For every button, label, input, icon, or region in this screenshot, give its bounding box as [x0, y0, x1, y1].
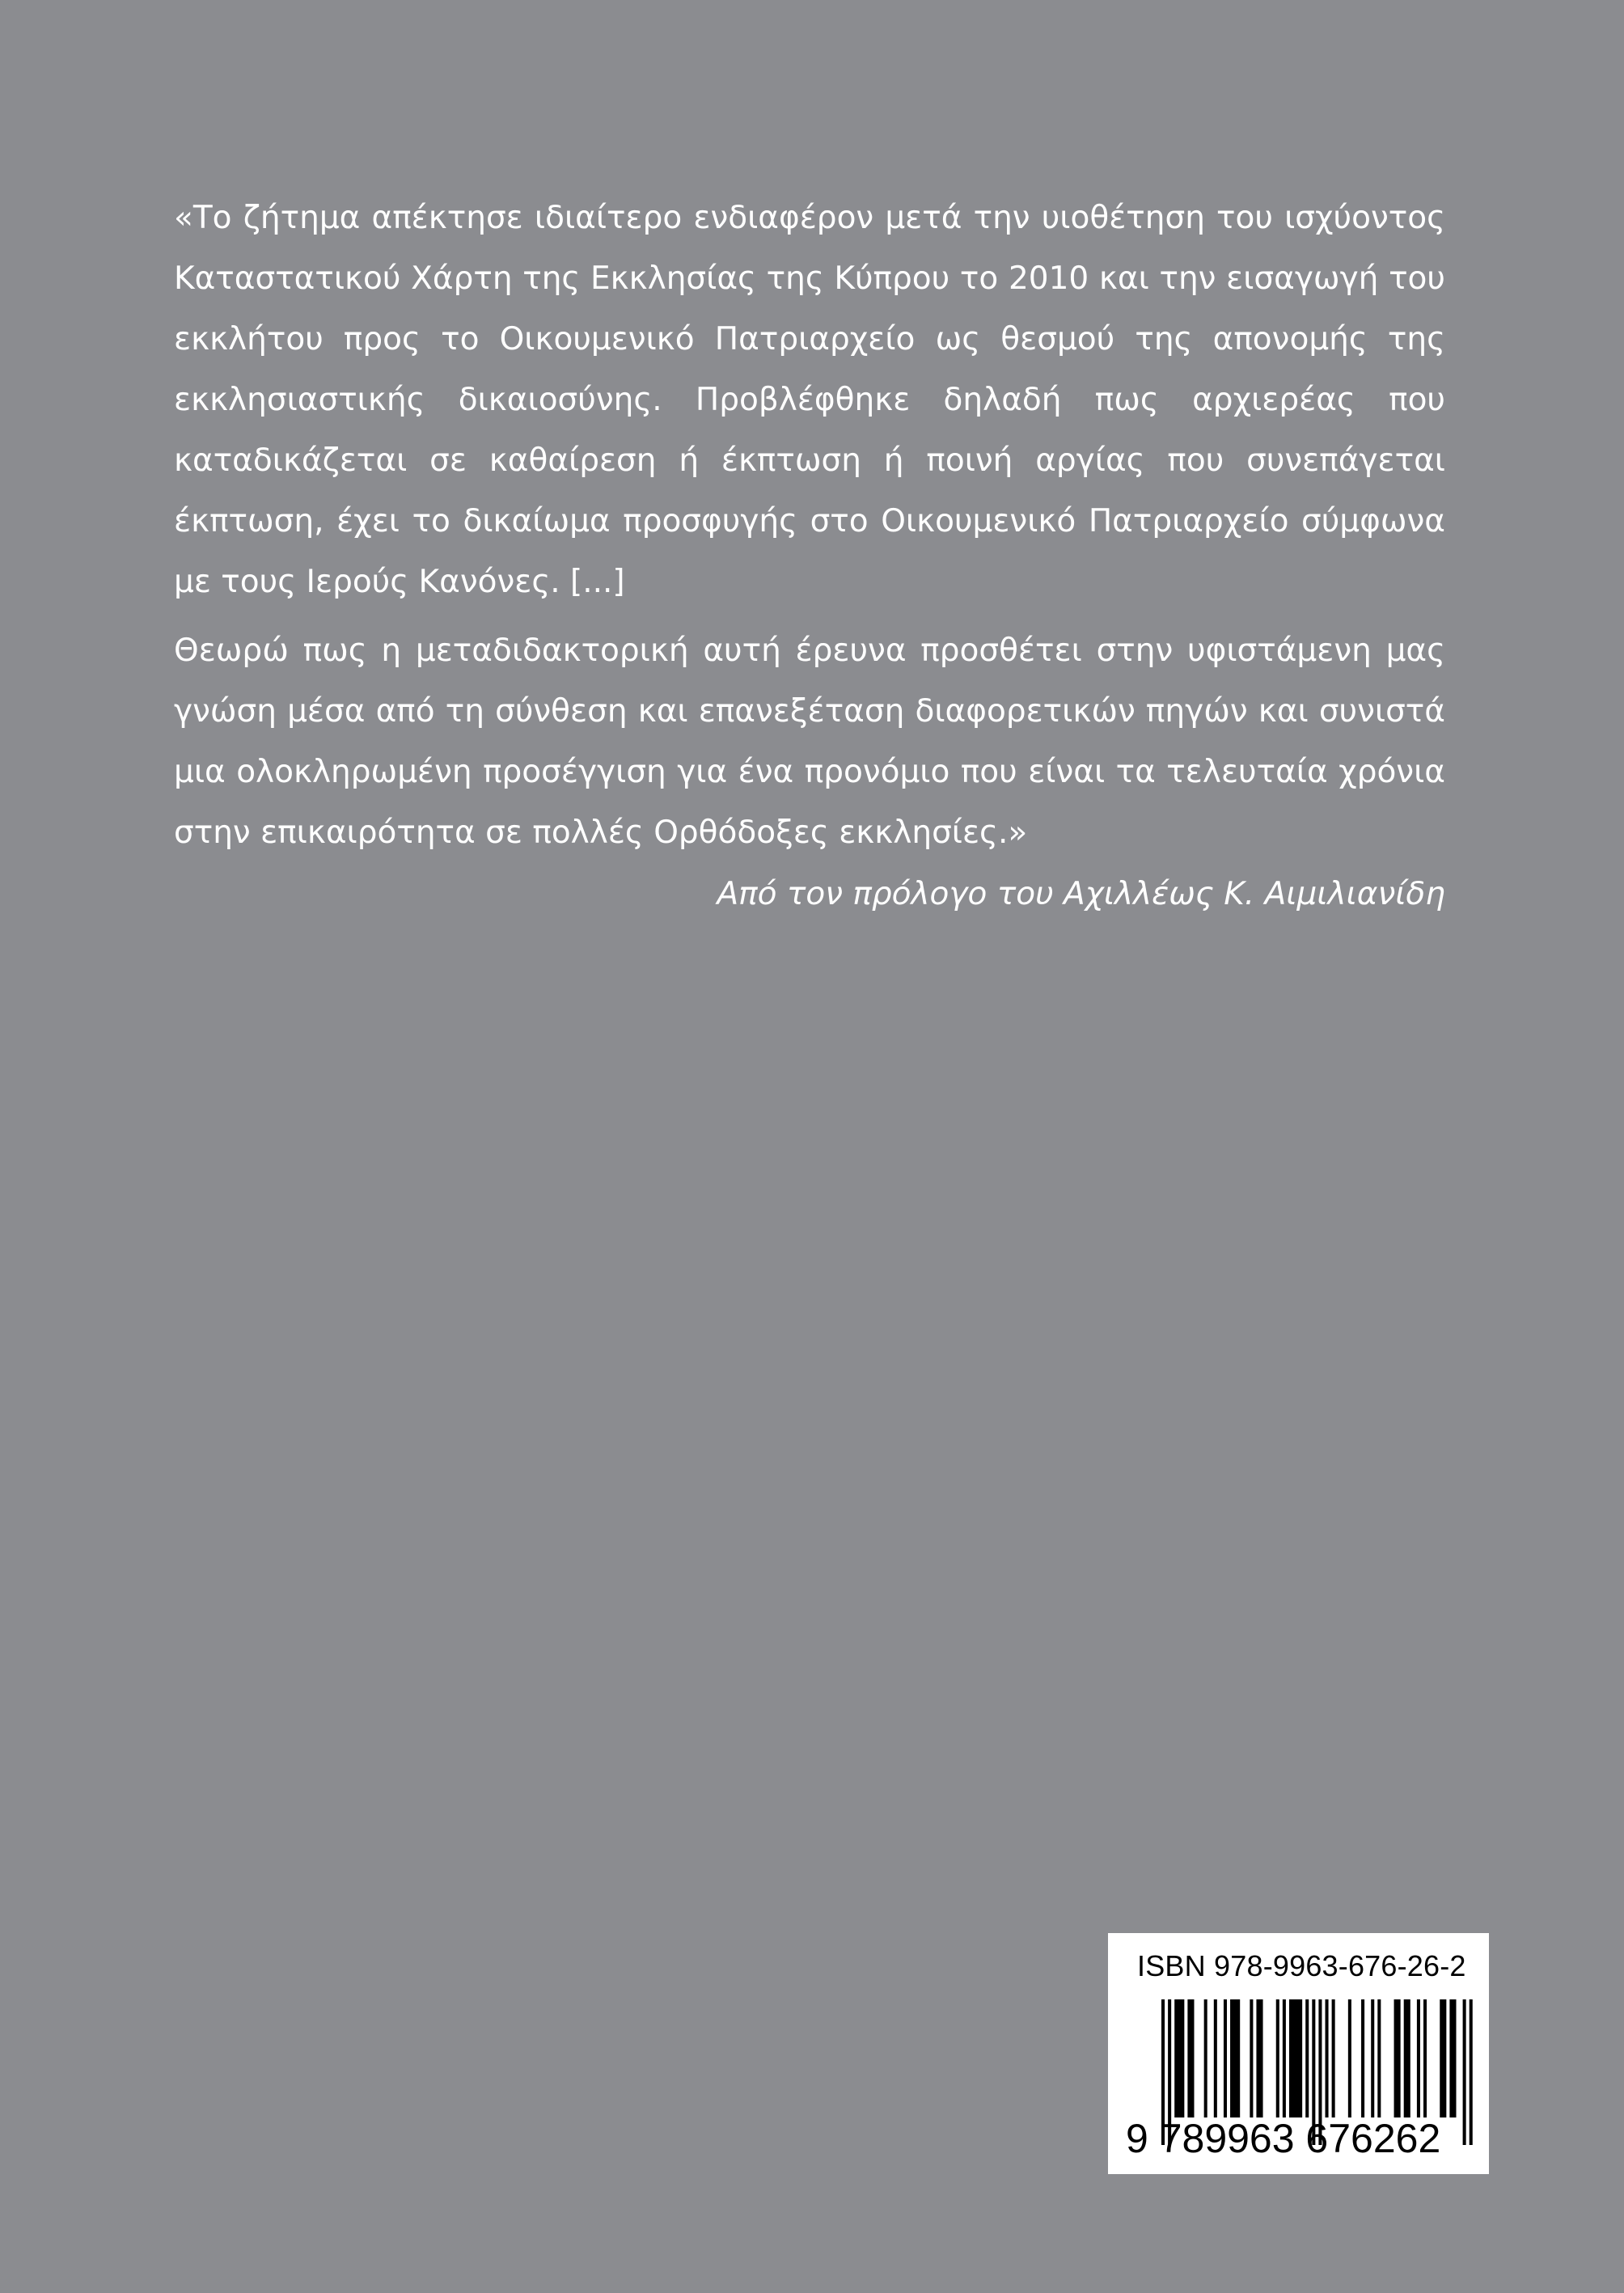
barcode-bar: [1214, 1999, 1217, 2117]
barcode-bar: [1305, 1999, 1309, 2117]
barcode-bar: [1230, 1999, 1240, 2117]
barcode-bar: [1377, 1999, 1381, 2117]
barcode-bar: [1361, 1999, 1364, 2117]
barcode-bar: [1283, 1999, 1286, 2117]
barcode-bar: [1417, 1999, 1420, 2117]
quote-paragraph-1: «Το ζήτημα απέκτησε ιδιαίτερο ενδιαφέρον μετά την υιοθέτηση του ισχύοντος Καταστατικού Χάρτη της Εκκλησίας της Κύπρου το 2010 και την εισαγωγή του εκκλήτου προς το Οικουμενικό Πατριαρχείο ως θεσμού της απονομής της εκκλησιαστικής δικαιοσύνης. Προβλέφθηκε δηλαδή πως αρχιερέας που καταδικάζεται σε καθαίρεση ή έκπτωση ή ποινή αργίας που συνεπάγεται έκπτωση, έχει το δικαίωμα προσφυγής στο Οικουμενικό Πατριαρχείο σύμφωνα με τους Ιερούς Κανόνες. [...]: [174, 200, 1445, 600]
barcode-guard-bar: [1470, 1999, 1473, 2145]
barcode-bar: [1326, 1999, 1329, 2117]
barcode-bar: [1348, 1999, 1351, 2117]
barcode-bar: [1289, 1999, 1302, 2117]
barcode-bar: [1371, 1999, 1374, 2117]
barcode-bar: [1423, 1999, 1427, 2117]
quote-attribution: Από τον πρόλογο του Αχιλλέως Κ. Αιμιλιανίδη: [717, 876, 1445, 912]
isbn-label: ISBN 978-9963-676-26-2: [1137, 1949, 1466, 1982]
barcode-bar: [1404, 1999, 1410, 2117]
quote-paragraph-2: Θεωρώ πως η μεταδιδακτορική αυτή έρευνα προσθέτει στην υφιστάμενη μας γνώση μέσα από τη σύνθεση και επανεξέταση διαφορετικών πηγών και συνιστά μια ολοκληρωμένη προσέγγιση για ένα προνόμιο που είναι τα τελευταία χρόνια στην επικαιρότητα σε πολλές Ορθόδοξες εκκλησίες.»: [174, 632, 1445, 851]
back-cover-text: [174, 188, 1445, 863]
barcode-bar: [1440, 1999, 1446, 2117]
barcode-bar: [1449, 1999, 1456, 2117]
barcode-bar: [1394, 1999, 1401, 2117]
barcode-bar: [1256, 1999, 1262, 2117]
barcode-guard-bar: [1463, 1999, 1466, 2145]
isbn-barcode-box: [1108, 1933, 1489, 2174]
barcode-bar: [1276, 1999, 1279, 2117]
barcode-bar: [1187, 1999, 1194, 2117]
barcode-bar: [1250, 1999, 1253, 2117]
barcode-bar: [1174, 1999, 1184, 2117]
ean-digits: 9 789963 676262: [1126, 2116, 1441, 2161]
barcode-bar: [1204, 1999, 1207, 2117]
barcode-bar: [1332, 1999, 1335, 2117]
barcode-bar: [1224, 1999, 1227, 2117]
